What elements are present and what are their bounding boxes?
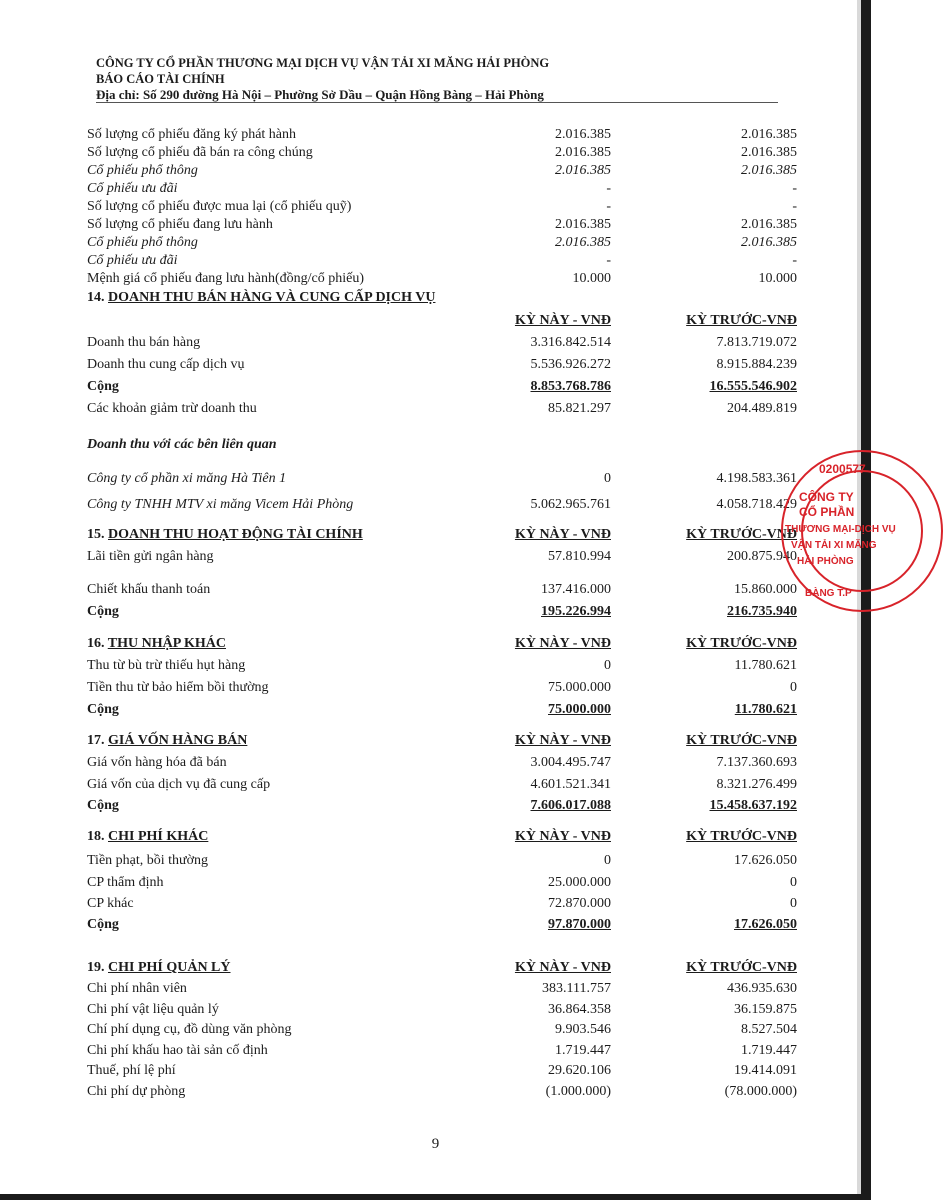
seal-bottom-text: BÀNG T.P — [805, 588, 852, 599]
table-row: Thu từ bù trừ thiếu hụt hàng 0 11.780.621 — [87, 658, 797, 673]
total-row: Cộng 195.226.994 216.735.940 — [87, 604, 797, 619]
share-row: Cổ phiếu phổ thông 2.016.385 2.016.385 — [87, 235, 797, 250]
table-row: Công ty cổ phần xi măng Hà Tiên 1 0 4.198.583.361 — [87, 471, 797, 486]
table-row: Công ty TNHH MTV xi măng Vicem Hải Phòng 5.062.965.761 4.058.718.429 — [87, 497, 797, 512]
total-row: Cộng 75.000.000 11.780.621 — [87, 702, 797, 717]
table-row: Doanh thu bán hàng 3.316.842.514 7.813.719.072 — [87, 335, 797, 350]
share-row: Số lượng cổ phiếu đã bán ra công chúng 2.016.385 2.016.385 — [87, 145, 797, 160]
header-rule — [96, 102, 778, 103]
share-row: Cổ phiếu ưu đãi - - — [87, 181, 797, 196]
table-row: Các khoản giảm trừ doanh thu 85.821.297 204.489.819 — [87, 401, 797, 416]
company-address: Địa chỉ: Số 290 đường Hà Nội – Phường Sở Dầu – Quận Hồng Bàng – Hải Phòng — [96, 87, 544, 102]
seal-line: HẢI PHÒNG — [797, 556, 854, 567]
seal-line: VẬN TẢI XI MĂNG — [791, 540, 877, 551]
scan-edge-bottom — [0, 1194, 871, 1200]
report-title: BÁO CÁO TÀI CHÍNH — [96, 72, 225, 86]
share-row: Số lượng cổ phiếu được mua lại (cổ phiếu quỹ) - - — [87, 199, 797, 214]
share-row: Cổ phiếu phổ thông 2.016.385 2.016.385 — [87, 163, 797, 178]
table-row: Chi phí nhân viên 383.111.757 436.935.630 — [87, 981, 797, 996]
company-name: CÔNG TY CỔ PHẦN THƯƠNG MẠI DỊCH VỤ VẬN TẢI XI MĂNG HẢI PHÒNG — [96, 56, 550, 70]
table-row: Lãi tiền gửi ngân hàng 57.810.994 200.875.940 — [87, 549, 797, 564]
table-row: Chiết khấu thanh toán 137.416.000 15.860.000 — [87, 582, 797, 597]
section-14-heading: 14. DOANH THU BÁN HÀNG VÀ CUNG CẤP DỊCH VỤ — [87, 290, 436, 305]
seal-line: CÔNG TY — [799, 490, 854, 504]
company-seal — [777, 446, 947, 616]
table-row: CP khác 72.870.000 0 — [87, 896, 797, 911]
total-row: Cộng 97.870.000 17.626.050 — [87, 917, 797, 932]
table-row: Tiền phạt, bồi thường 0 17.626.050 — [87, 853, 797, 868]
page-number: 9 — [431, 1136, 440, 1152]
section-15-heading: 15. DOANH THU HOẠT ĐỘNG TÀI CHÍNH KỲ NÀY - VNĐ KỲ TRƯỚC-VNĐ — [87, 527, 797, 542]
table-row: CP thẩm định 25.000.000 0 — [87, 875, 797, 890]
table-row: Tiền thu từ bảo hiểm bồi thường 75.000.000 0 — [87, 680, 797, 695]
share-row: Số lượng cổ phiếu đăng ký phát hành 2.016.385 2.016.385 — [87, 127, 797, 142]
table-row: Giá vốn hàng hóa đã bán 3.004.495.747 7.137.360.693 — [87, 755, 797, 770]
seal-line: CỔ PHẦN — [799, 505, 855, 519]
share-row: Cổ phiếu ưu đãi - - — [87, 253, 797, 268]
column-headers: KỲ NÀY - VNĐ KỲ TRƯỚC-VNĐ — [514, 313, 797, 328]
table-row: Doanh thu cung cấp dịch vụ 5.536.926.272 8.915.884.239 — [87, 357, 797, 372]
section-16-heading: 16. THU NHẬP KHÁC KỲ NÀY - VNĐ KỲ TRƯỚC-VNĐ — [87, 636, 797, 651]
section-17-heading: 17. GIÁ VỐN HÀNG BÁN KỲ NÀY - VNĐ KỲ TRƯỚC-VNĐ — [87, 733, 797, 748]
seal-line: THƯƠNG MẠI-DỊCH VỤ — [785, 524, 896, 535]
section-19-heading: 19. CHI PHÍ QUẢN LÝ KỲ NÀY - VNĐ KỲ TRƯỚC-VNĐ — [87, 960, 797, 975]
table-row: Chí phí dụng cụ, đồ dùng văn phòng 9.903.546 8.527.504 — [87, 1022, 797, 1037]
total-row: Cộng 7.606.017.088 15.458.637.192 — [87, 798, 797, 813]
section-18-heading: 18. CHI PHÍ KHÁC KỲ NÀY - VNĐ KỲ TRƯỚC-VNĐ — [87, 829, 797, 844]
share-row: Số lượng cổ phiếu đang lưu hành 2.016.385 2.016.385 — [87, 217, 797, 232]
total-row: Cộng 8.853.768.786 16.555.546.902 — [87, 379, 797, 394]
seal-code: 0200577 — [819, 462, 866, 476]
related-parties-heading: Doanh thu với các bên liên quan — [87, 437, 277, 452]
table-row: Chi phí vật liệu quản lý 36.864.358 36.159.875 — [87, 1002, 797, 1017]
table-row: Chi phí dự phòng (1.000.000) (78.000.000) — [87, 1084, 797, 1099]
document-header — [96, 55, 778, 103]
table-row: Giá vốn của dịch vụ đã cung cấp 4.601.521.341 8.321.276.499 — [87, 777, 797, 792]
table-row: Thuế, phí lệ phí 29.620.106 19.414.091 — [87, 1063, 797, 1078]
share-row: Mệnh giá cổ phiếu đang lưu hành(đồng/cổ phiếu) 10.000 10.000 — [87, 271, 797, 286]
table-row: Chi phí khấu hao tài sản cố định 1.719.447 1.719.447 — [87, 1043, 797, 1058]
